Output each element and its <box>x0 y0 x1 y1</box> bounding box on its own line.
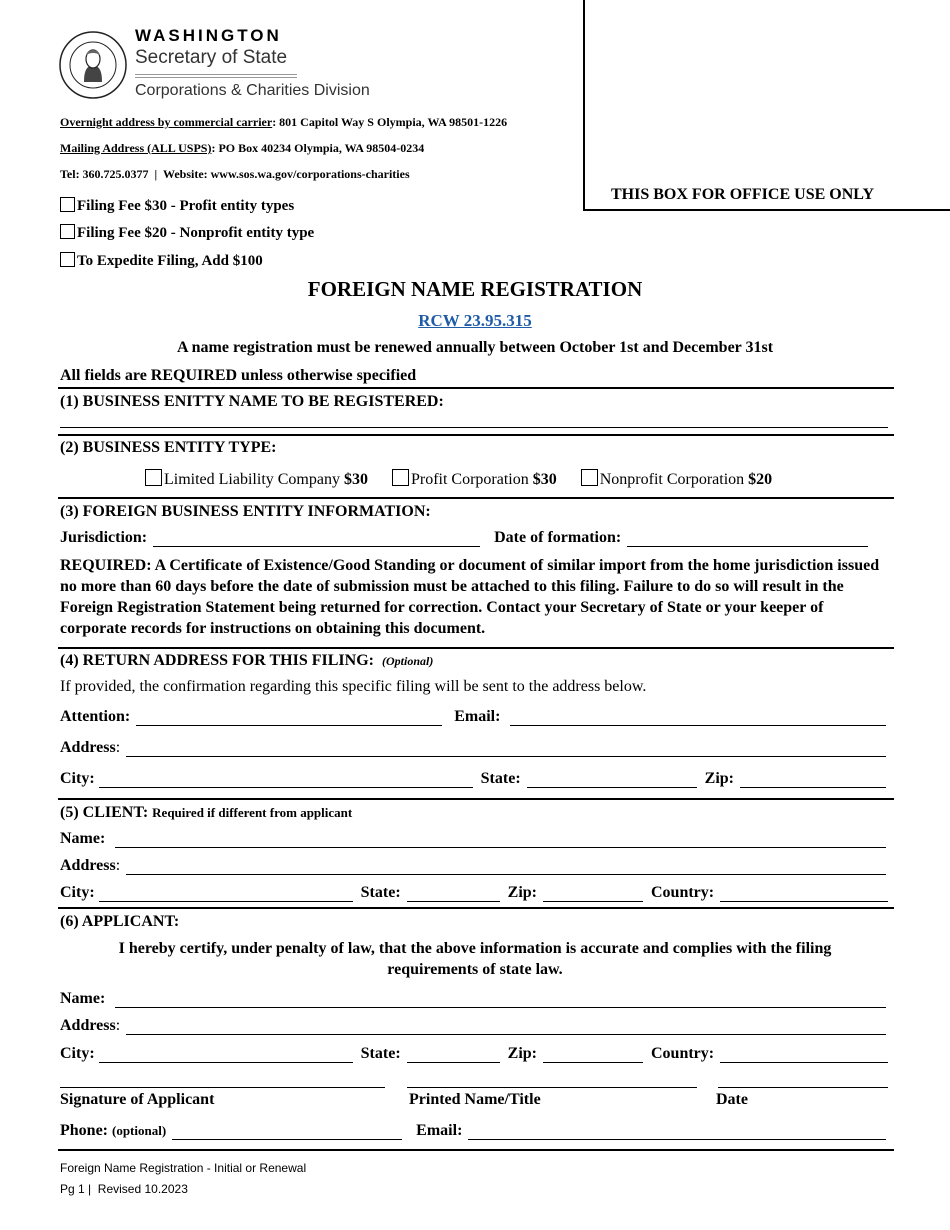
printed-name-label: Printed Name/Title <box>409 1091 541 1108</box>
applicant-city-row <box>60 1045 888 1063</box>
section6-heading: (6) APPLICANT: <box>60 913 180 930</box>
form-title: FOREIGN NAME REGISTRATION <box>307 277 643 301</box>
client-name-field[interactable] <box>115 834 886 848</box>
return-address-text: Address <box>60 739 116 756</box>
rcw-link[interactable]: RCW 23.95.315 <box>418 311 532 330</box>
section5-heading <box>60 804 352 822</box>
footer-page: Pg 1 | Revised 10.2023 <box>60 1182 188 1196</box>
header-division: Corporations & Charities Division <box>135 82 370 99</box>
llc-label: Limited Liability Company <box>164 471 344 488</box>
client-address-label <box>60 857 120 875</box>
attention-field[interactable] <box>136 712 442 726</box>
divider-6 <box>58 907 894 909</box>
renewal-note: A name registration must be renewed annually between October 1st and December 31st <box>176 339 774 356</box>
client-address-text: Address <box>60 857 116 874</box>
client-name-label: Name: <box>60 830 106 847</box>
client-address-colon: : <box>115 857 121 874</box>
fee-expedite-checkbox[interactable] <box>60 252 75 267</box>
divider-3 <box>58 497 894 499</box>
mailing-value: : PO Box 40234 Olympia, WA 98504-0234 <box>211 141 425 155</box>
phone-email-row <box>60 1122 886 1140</box>
section5-title: (5) CLIENT: <box>60 804 149 821</box>
applicant-state-label: State: <box>360 1045 401 1062</box>
applicant-country-field[interactable] <box>720 1049 888 1063</box>
return-zip-field[interactable] <box>740 774 886 788</box>
return-city-label: City: <box>60 770 95 787</box>
jurisdiction-row <box>60 529 868 547</box>
client-city-field[interactable] <box>99 888 353 902</box>
client-name-row <box>60 830 886 848</box>
nonprofit-checkbox[interactable] <box>581 469 598 486</box>
office-use-label: THIS BOX FOR OFFICE USE ONLY <box>611 186 875 203</box>
applicant-address-colon: : <box>115 1017 121 1034</box>
fee-expedite <box>60 252 263 270</box>
option-nonprofit[interactable] <box>581 471 772 488</box>
date-label: Date <box>716 1091 748 1108</box>
profit-label: Profit Corporation <box>410 471 533 488</box>
jurisdiction-field[interactable] <box>153 533 480 547</box>
return-address-colon: : <box>115 739 121 756</box>
applicant-email-label: Email: <box>416 1122 463 1139</box>
date-formation-label: Date of formation: <box>494 529 622 546</box>
fee-nonprofit <box>60 224 314 242</box>
phone-optional: (optional) <box>112 1123 167 1138</box>
applicant-zip-label: Zip: <box>507 1045 537 1062</box>
fee-nonprofit-checkbox[interactable] <box>60 224 75 239</box>
applicant-city-field[interactable] <box>99 1049 353 1063</box>
section4-heading <box>60 652 433 670</box>
client-city-label: City: <box>60 884 95 901</box>
attention-row <box>60 708 886 726</box>
overnight-label: Overnight address by commercial carrier <box>60 115 273 129</box>
applicant-address-field[interactable] <box>126 1021 886 1035</box>
nonprofit-label: Nonprofit Corporation <box>599 471 749 488</box>
fee-expedite-label: To Expedite Filing, Add $100 <box>77 253 263 269</box>
client-country-label: Country: <box>650 884 715 901</box>
mailing-address <box>60 141 424 156</box>
applicant-state-field[interactable] <box>407 1049 500 1063</box>
header-rule <box>135 74 297 78</box>
client-state-field[interactable] <box>407 888 500 902</box>
applicant-address-row <box>60 1017 886 1035</box>
fee-profit-label: Filing Fee $30 - Profit entity types <box>77 198 295 214</box>
state-seal <box>58 30 128 100</box>
profit-checkbox[interactable] <box>392 469 409 486</box>
seal-icon <box>58 30 128 100</box>
section4-title: (4) RETURN ADDRESS FOR THIS FILING: <box>60 652 374 669</box>
phone-label-text: Phone: <box>60 1122 112 1139</box>
applicant-address-text: Address <box>60 1017 116 1034</box>
printed-name-field[interactable] <box>407 1087 697 1088</box>
return-state-label: State: <box>480 770 521 787</box>
jurisdiction-label: Jurisdiction: <box>60 529 148 546</box>
office-use-box <box>583 0 950 211</box>
section3-heading: (3) FOREIGN BUSINESS ENTITY INFORMATION: <box>60 503 431 520</box>
divider-2 <box>58 434 894 436</box>
footer-form-name: Foreign Name Registration - Initial or Renewal <box>60 1161 307 1175</box>
llc-checkbox[interactable] <box>145 469 162 486</box>
section1-heading: (1) BUSINESS ENITTY NAME TO BE REGISTERED: <box>60 393 444 410</box>
profit-fee: $30 <box>532 471 557 488</box>
signature-field[interactable] <box>60 1087 385 1088</box>
client-city-row <box>60 884 888 902</box>
attention-label: Attention: <box>60 708 131 725</box>
section4-note: If provided, the confirmation regarding this specific filing will be sent to the address below. <box>60 678 647 695</box>
date-field[interactable] <box>718 1087 888 1088</box>
phone-label <box>60 1122 166 1140</box>
fee-nonprofit-label: Filing Fee $20 - Nonprofit entity type <box>77 225 315 241</box>
entity-type-options <box>145 469 772 489</box>
phone-field[interactable] <box>172 1126 402 1140</box>
overnight-value: : 801 Capitol Way S Olympia, WA 98501-1226 <box>272 115 508 129</box>
contact-line: Tel: 360.725.0377 | Website: www.sos.wa.gov/corporations-charities <box>60 167 410 181</box>
mailing-label: Mailing Address (ALL USPS) <box>60 141 212 155</box>
option-llc[interactable] <box>145 471 368 488</box>
client-zip-label: Zip: <box>507 884 537 901</box>
fee-profit-checkbox[interactable] <box>60 197 75 212</box>
applicant-address-label <box>60 1017 120 1035</box>
entity-name-field[interactable] <box>60 427 888 428</box>
return-address-row <box>60 739 886 757</box>
client-address-row <box>60 857 886 875</box>
return-email-field[interactable] <box>510 712 886 726</box>
divider-7 <box>58 1149 894 1151</box>
header-office: Secretary of State <box>135 47 288 68</box>
return-address-field[interactable] <box>126 743 886 757</box>
overnight-address <box>60 115 507 130</box>
llc-fee: $30 <box>343 471 368 488</box>
nonprofit-fee: $20 <box>748 471 773 488</box>
signature-label: Signature of Applicant <box>60 1091 215 1108</box>
return-email-label: Email: <box>454 708 501 725</box>
divider-4 <box>58 647 894 649</box>
section4-optional: (Optional) <box>381 654 434 668</box>
applicant-name-row <box>60 990 886 1008</box>
return-city-field[interactable] <box>99 774 473 788</box>
client-zip-field[interactable] <box>543 888 643 902</box>
certificate-requirement: REQUIRED: A Certificate of Existence/Good Standing or document of similar import from the home jurisdiction issued no more than 60 days before the date of submission must be attached to this filing. Failure to do so will result in the Foreign Registration Statement being returned for correction. Contact your Secretary of State or your keeper of corporate records for instructions on obtaining this document. <box>60 557 880 637</box>
fee-profit <box>60 197 294 215</box>
required-note: All fields are REQUIRED unless otherwise specified <box>60 367 417 384</box>
applicant-email-field[interactable] <box>468 1126 886 1140</box>
divider-1 <box>58 387 894 389</box>
applicant-city-label: City: <box>60 1045 95 1062</box>
applicant-country-label: Country: <box>650 1045 715 1062</box>
section2-heading: (2) BUSINESS ENTITY TYPE: <box>60 439 277 456</box>
header-state: WASHINGTON <box>135 26 282 45</box>
return-address-label <box>60 739 120 757</box>
applicant-name-label: Name: <box>60 990 106 1007</box>
return-state-field[interactable] <box>527 774 697 788</box>
date-formation-field[interactable] <box>627 533 868 547</box>
applicant-zip-field[interactable] <box>543 1049 643 1063</box>
client-country-field[interactable] <box>720 888 888 902</box>
section5-subnote: Required if different from applicant <box>152 805 353 820</box>
option-profit[interactable] <box>392 471 557 488</box>
divider-5 <box>58 798 894 800</box>
certify-statement: I hereby certify, under penalty of law, that the above information is accurate and complies with the filing requirements of state law. <box>118 940 832 978</box>
return-city-row <box>60 770 886 788</box>
return-zip-label: Zip: <box>704 770 734 787</box>
client-state-label: State: <box>360 884 401 901</box>
client-address-field[interactable] <box>126 861 886 875</box>
applicant-name-field[interactable] <box>115 994 886 1008</box>
